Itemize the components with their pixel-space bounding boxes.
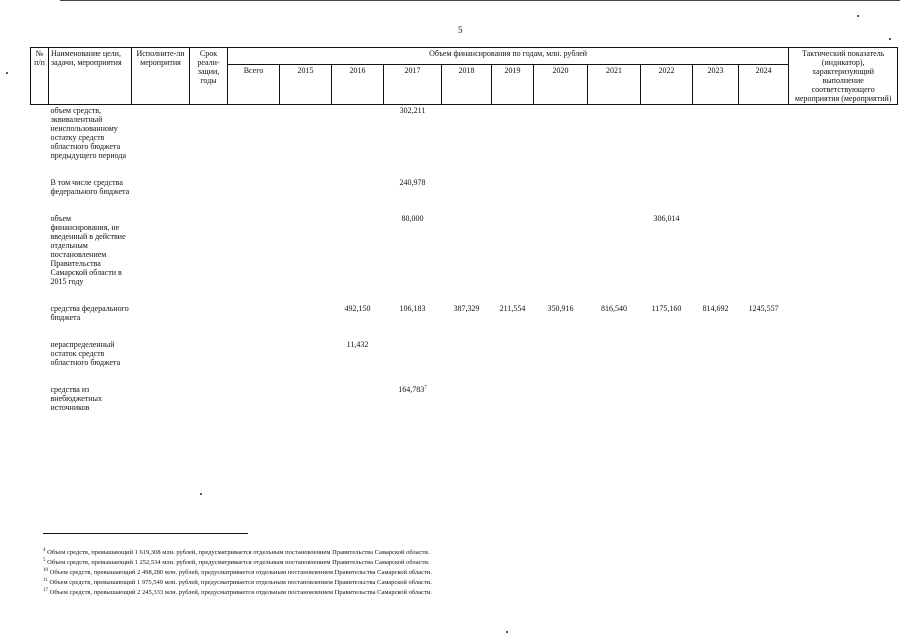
header-year: 2017 xyxy=(384,65,442,105)
empty-cell xyxy=(190,105,228,162)
footnote-rule xyxy=(43,533,248,534)
year-value-cell xyxy=(384,384,442,413)
value-text: 106,183 xyxy=(399,304,426,313)
year-value-cell xyxy=(332,213,384,287)
year-value-cell xyxy=(693,339,739,368)
value-text: 211,554 xyxy=(499,304,526,313)
year-value-cell xyxy=(641,339,693,368)
year-value-cell xyxy=(442,303,492,323)
empty-cell xyxy=(190,303,228,323)
year-value-cell xyxy=(641,213,693,287)
row-spacer xyxy=(31,161,898,177)
header-year: 2024 xyxy=(739,65,789,105)
row-spacer-cell xyxy=(31,413,898,429)
indicator-cell xyxy=(789,213,898,287)
header-funding-group: Объем финансирования по годам, млн. рублей xyxy=(228,48,789,65)
header-name: Наименование цели, задачи, мероприятия xyxy=(49,48,132,105)
header-year: 2020 xyxy=(534,65,588,105)
empty-cell xyxy=(190,213,228,287)
row-spacer xyxy=(31,413,898,429)
year-value-cell xyxy=(588,339,641,368)
row-label: средства федерального бюджета xyxy=(50,304,129,322)
footnote-text: Объем средств, превышающий 2 245,333 млн. рублей, предусматривается отдельным постановлением Правительства Самарской области. xyxy=(49,589,433,596)
year-value-cell xyxy=(492,213,534,287)
footnote-mark: 11 xyxy=(43,577,48,583)
value-text: 306,014 xyxy=(653,214,680,223)
row-number-cell xyxy=(31,105,49,162)
year-value-cell xyxy=(641,177,693,197)
indicator-cell xyxy=(789,339,898,368)
year-value-cell xyxy=(332,339,384,368)
footnotes xyxy=(43,548,683,598)
header-year: 2022 xyxy=(641,65,693,105)
table-row xyxy=(31,213,898,287)
year-value-cell xyxy=(332,105,384,162)
year-value-cell xyxy=(739,303,789,323)
total-cell xyxy=(228,105,280,162)
empty-cell xyxy=(132,177,190,197)
value-text: 80,000 xyxy=(401,214,424,223)
footnote-mark: 5 xyxy=(43,557,46,563)
footnote-text: Объем средств, превышающий 1 619,308 млн. рублей, предусматривается отдельным постановлением Правительства Самарской области. xyxy=(47,549,430,556)
value-text: 814,692 xyxy=(702,304,729,313)
year-value-cell xyxy=(332,177,384,197)
year-value-cell xyxy=(384,213,442,287)
year-value-cell xyxy=(442,339,492,368)
year-value-cell xyxy=(492,384,534,413)
row-number-cell xyxy=(31,384,49,413)
year-value-cell xyxy=(384,105,442,162)
year-value-cell xyxy=(384,339,442,368)
year-value-cell xyxy=(641,303,693,323)
year-value-cell xyxy=(442,105,492,162)
empty-cell xyxy=(190,177,228,197)
year-value-cell xyxy=(280,384,332,413)
year-value-cell xyxy=(641,105,693,162)
empty-cell xyxy=(132,339,190,368)
row-number-cell xyxy=(31,177,49,197)
header-year: 2018 xyxy=(442,65,492,105)
table-row xyxy=(31,384,898,413)
empty-cell xyxy=(132,213,190,287)
row-spacer xyxy=(31,368,898,384)
year-value-cell xyxy=(442,213,492,287)
funding-table xyxy=(30,47,898,429)
year-value-cell xyxy=(280,177,332,197)
value-text: 816,540 xyxy=(601,304,627,313)
row-label: объем средств, эквивалентный неиспользованному остатку средств областного бюджета предыдущего периода xyxy=(50,106,127,160)
row-spacer xyxy=(31,323,898,339)
row-label: средства из внебюджетных источников xyxy=(50,385,102,412)
header-no: № п/п xyxy=(31,48,49,105)
year-value-cell xyxy=(280,339,332,368)
header-year: 2016 xyxy=(332,65,384,105)
year-value-cell xyxy=(332,303,384,323)
value-text: 164,783 xyxy=(398,385,425,394)
value-text: 302,211 xyxy=(399,106,426,115)
empty-cell xyxy=(190,339,228,368)
value-text: 387,329 xyxy=(453,304,480,313)
table-body xyxy=(31,105,898,430)
indicator-cell xyxy=(789,303,898,323)
row-spacer-cell xyxy=(31,368,898,384)
value-text: 240,978 xyxy=(399,178,426,187)
year-value-cell xyxy=(492,303,534,323)
year-value-cell xyxy=(739,384,789,413)
value-text: 492,150 xyxy=(344,304,371,313)
indicator-cell xyxy=(789,105,898,162)
indicator-cell xyxy=(789,177,898,197)
year-value-cell xyxy=(588,105,641,162)
header-total: Всего xyxy=(228,65,280,105)
value-text: 350,916 xyxy=(547,304,574,313)
header-executor: Исполните-ли меропрития xyxy=(132,48,190,105)
row-number-cell xyxy=(31,213,49,287)
footnote-mark: 4 xyxy=(43,547,46,553)
table-row xyxy=(31,105,898,162)
year-value-cell xyxy=(534,177,588,197)
year-value-cell xyxy=(739,339,789,368)
year-value-cell xyxy=(492,339,534,368)
footnote xyxy=(43,568,683,578)
footnote-mark: 10 xyxy=(43,567,48,573)
footnote-text: Объем средств, превышающий 1 252,534 млн. рублей, предусматривается отдельным постановлением Правительства Самарской области. xyxy=(47,559,430,566)
year-value-cell xyxy=(534,339,588,368)
year-value-cell xyxy=(739,213,789,287)
year-value-cell xyxy=(693,384,739,413)
header-term: Срок реали-зации, годы xyxy=(190,48,228,105)
indicator-cell xyxy=(789,384,898,413)
header-year: 2021 xyxy=(588,65,641,105)
total-cell xyxy=(228,339,280,368)
empty-cell xyxy=(132,384,190,413)
year-value-cell xyxy=(693,303,739,323)
scan-speck xyxy=(6,72,8,74)
year-value-cell xyxy=(534,213,588,287)
row-spacer-cell xyxy=(31,197,898,213)
row-number-cell xyxy=(31,339,49,368)
year-value-cell xyxy=(384,177,442,197)
footnote xyxy=(43,548,683,558)
row-spacer xyxy=(31,197,898,213)
year-value-cell xyxy=(588,213,641,287)
footnote-text: Объем средств, превышающий 2 498,280 млн. рублей, предусматривается отдельным постановлением Правительства Самарской области. xyxy=(49,569,433,576)
year-value-cell xyxy=(280,105,332,162)
total-cell xyxy=(228,177,280,197)
top-edge-line xyxy=(60,0,900,1)
row-label: объем финансирования, не введенный в действие отдельным постановлением Правительства Самарской области в 2015 году xyxy=(50,214,126,286)
total-cell xyxy=(228,303,280,323)
scan-speck xyxy=(889,38,891,40)
year-value-cell xyxy=(693,105,739,162)
footnote-marker: 7 xyxy=(424,385,427,391)
value-text: 1175,160 xyxy=(651,304,682,313)
year-value-cell xyxy=(588,177,641,197)
year-value-cell xyxy=(534,105,588,162)
empty-cell xyxy=(190,384,228,413)
empty-cell xyxy=(132,303,190,323)
header-year: 2019 xyxy=(492,65,534,105)
value-text: 1245,557 xyxy=(748,304,779,313)
empty-cell xyxy=(132,105,190,162)
year-value-cell xyxy=(492,105,534,162)
year-value-cell xyxy=(534,303,588,323)
year-value-cell xyxy=(384,303,442,323)
footnote-text: Объем средств, превышающий 1 975,549 млн. рублей, предусматривается отдельным постановлением Правительства Самарской области. xyxy=(49,579,432,586)
total-cell xyxy=(228,384,280,413)
total-cell xyxy=(228,213,280,287)
footnote-mark: 17 xyxy=(43,587,48,593)
scan-speck xyxy=(857,15,859,17)
row-label: нераспределенный остаток средств областного бюджета xyxy=(50,340,121,367)
year-value-cell xyxy=(332,384,384,413)
header-year: 2023 xyxy=(693,65,739,105)
row-spacer-cell xyxy=(31,323,898,339)
header-indicator: Тактический показатель (индикатор), характеризующий выполнение соответствующего мероприятия (мероприятий) xyxy=(789,48,898,105)
year-value-cell xyxy=(588,303,641,323)
year-value-cell xyxy=(641,384,693,413)
header-year: 2015 xyxy=(280,65,332,105)
year-value-cell xyxy=(280,213,332,287)
footnote xyxy=(43,588,683,598)
row-spacer-cell xyxy=(31,161,898,177)
value-text: 11,432 xyxy=(346,340,369,349)
table-row xyxy=(31,303,898,323)
table-row xyxy=(31,177,898,197)
year-value-cell xyxy=(693,213,739,287)
row-label: В том числе средства федерального бюджета xyxy=(50,178,130,196)
footnote xyxy=(43,578,683,588)
year-value-cell xyxy=(588,384,641,413)
year-value-cell xyxy=(739,105,789,162)
year-value-cell xyxy=(442,177,492,197)
page-number: 5 xyxy=(458,25,463,35)
year-value-cell xyxy=(280,303,332,323)
row-number-cell xyxy=(31,303,49,323)
year-value-cell xyxy=(739,177,789,197)
footnote xyxy=(43,558,683,568)
year-value-cell xyxy=(442,384,492,413)
year-value-cell xyxy=(534,384,588,413)
scan-speck xyxy=(200,493,202,495)
year-value-cell xyxy=(693,177,739,197)
year-value-cell xyxy=(492,177,534,197)
table-row xyxy=(31,339,898,368)
row-spacer xyxy=(31,287,898,303)
row-spacer-cell xyxy=(31,287,898,303)
scan-speck xyxy=(506,631,508,633)
